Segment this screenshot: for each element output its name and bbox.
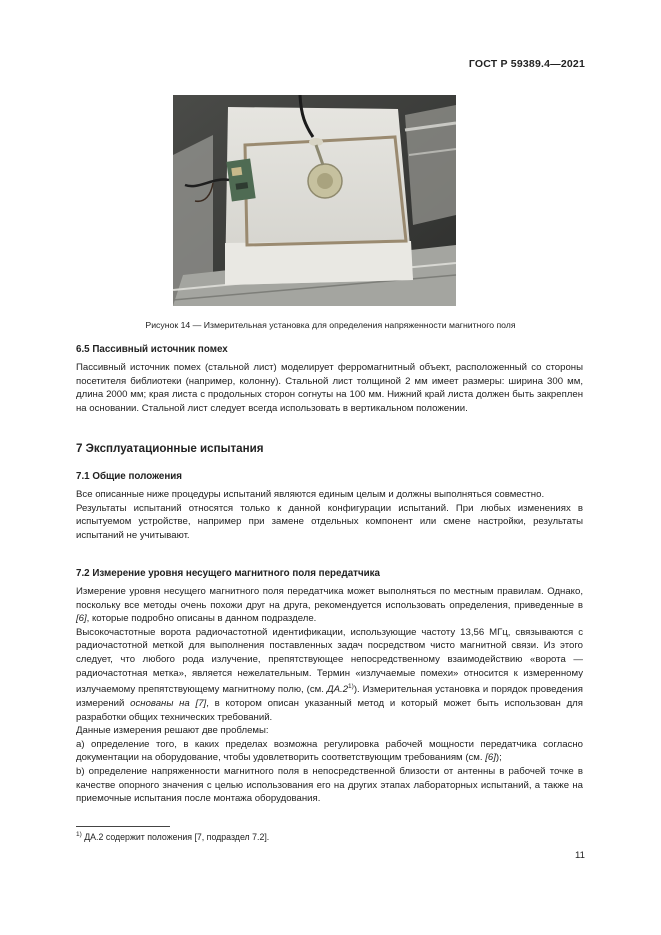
section-7-2-paragraph-1: Измерение уровня несущего магнитного поля передатчика может выполняться по местным правилам. Однако, поскольку все методы очень похожи друг на друга, рекомендуется использовать определения, приведенные в [6], которые подробно описаны в данном подразделе.	[76, 586, 583, 625]
section-7-2-paragraph-2: Высокочастотные ворота радиочастотной идентификации, использующие частоту 13,56 МГц, связываются с радиочастотной меткой для выполнения поставленных задач посредством чисто магнитной связи. Из этого следует, что любого рода излучение, препятствующее непосредственному взаимодействию «ворота — радиочастотная метка», является нежелательным. Термин «излучаемые помехи» относится к измеренному излучаемому препятствующему магнитному полю, (см. ДА.2$^{1)}$). Измерительная установка и порядок проведения измерений основаны на [7], в котором описан указанный метод и который может быть использован для разработки общих технических требований.	[76, 626, 583, 723]
section-6-5-paragraph: Пассивный источник помех (стальной лист) моделирует ферромагнитный объект, расположенный со стороны посетителя библиотеки (например, колонну). Стальной лист толщиной 2 мм имеет размеры: ширина 300 мм, длина 2000 мм; края листа с продольных сторон согнуты на 100 мм. Нижний край листа должен быть закреплен на основании. Стальной лист следует всегда использовать в вертикальном положении.	[76, 362, 583, 414]
document-code: ГОСТ Р 59389.4—2021	[468, 58, 585, 70]
figure-caption: Рисунок 14 — Измерительная установка для определения напряженности магнитного поля	[145, 320, 516, 330]
page-number: 11	[575, 850, 585, 861]
section-7-2-heading: 7.2 Измерение уровня несущего магнитного поля передатчика	[76, 568, 381, 579]
measurement-setup-photo	[173, 95, 456, 306]
section-7-2-paragraph-3: Данные измерения решают две проблемы:	[76, 725, 269, 737]
section-7-1-paragraph-2: Результаты испытаний относятся только к данной конфигурации испытаний. При любых изменениях в испытуемом устройстве, например при замене отдельных компонент или смене настройки, результаты испытаний не учитывают.	[76, 502, 583, 541]
footnote-divider	[76, 826, 170, 827]
section-7-2-item-b: b) определение напряженности магнитного поля в непосредственной близости от антенны в рабочей точке в качестве опорного значения с целью использования его на других этапах лабораторных испытаний, а также на приемочные испытания после монтажа оборудования.	[76, 765, 583, 805]
footnote: $^{1)}$ ДА.2 содержит положения [7, подраздел 7.2].	[76, 831, 270, 842]
reference-7: основаны на [7]	[130, 697, 207, 709]
section-7-heading: 7 Эксплуатационные испытания	[76, 442, 264, 455]
section-7-1-heading: 7.1 Общие положения	[76, 471, 183, 482]
footnote-marker: 1)	[348, 683, 354, 691]
reference-6: [6]	[76, 613, 87, 625]
photo-illustration	[173, 95, 456, 306]
section-7-2-item-a: a) определение того, в каких пределах возможна регулировка рабочей мощности передатчика согласно документации на оборудование, чтобы удовлетворить соответствующим требованиям (см. [6]);	[76, 738, 583, 764]
reference-6-second: [6]	[485, 752, 496, 764]
section-6-5-heading: 6.5 Пассивный источник помех	[76, 344, 228, 355]
section-7-1-paragraph-1: Все описанные ниже процедуры испытаний являются единым целым и должны выполняться совместно.	[76, 489, 545, 500]
reference-da2: ДА.2	[326, 684, 349, 696]
